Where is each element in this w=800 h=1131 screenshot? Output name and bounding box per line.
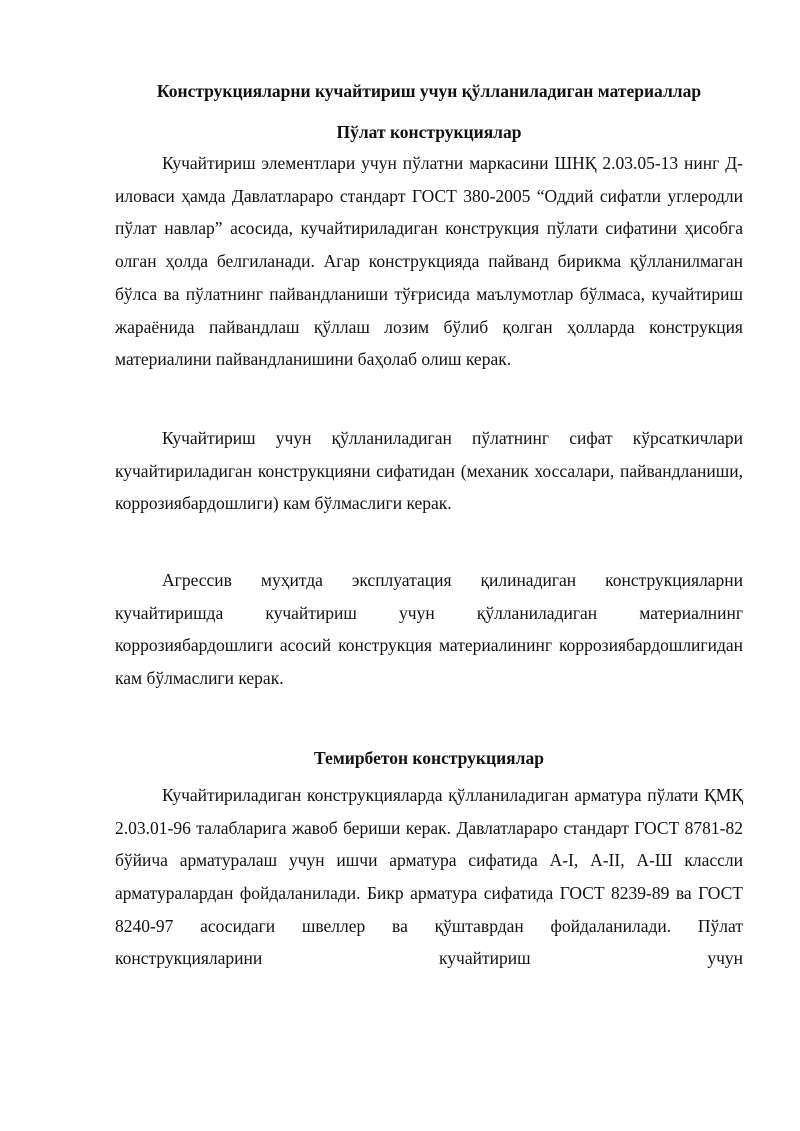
- paragraph-corrosion: Агрессив муҳитда эксплуатация қилинадиган конструкцияларни кучайтиришда кучайтириш учун қўлланиладиган материалнинг коррозиябардошлиги асосий конструкция материалининг коррозиябардошлигидан кам бўлмаслиги керак.: [115, 570, 743, 689]
- section-heading-steel: Пўлат конструкциялар: [336, 122, 522, 142]
- document-title: Конструкцияларни кучайтириш учун қўлланиладиган материаллар: [156, 81, 702, 101]
- section-spacer: [115, 695, 743, 745]
- paragraph-steel-grade: Кучайтириш элементлари учун пўлатни маркасини ШНҚ 2.03.05-13 нинг Д-иловаси ҳамда Давлатлараро стандарт ГОСТ 380-2005 “Оддий сифатли углеродли пўлат навлар” асосида, кучайтириладиган конструкция пўлати сифатини ҳисобга олган ҳолда белгиланади. Агар конструкцияда пайванд бирикма қўлланилмаган бўлса ва пўлатнинг пайвандланиши тўғрисида маълумотлар бўлмаса, кучайтириш жараёнида пайвандлаш қўллаш лозим бўлиб қолган ҳолларда конструкция материалини пайвандланишини баҳолаб олиш керак.: [115, 153, 743, 370]
- paragraph-steel-quality: Кучайтириш учун қўлланиладиган пўлатнинг сифат кўрсаткичлари кучайтириладиган конструкцияни сифатидан (механик хоссалари, пайвандланиши, коррозиябардошлиги) кам бўлмаслиги керак.: [115, 427, 743, 514]
- section-heading-reinforced-concrete: Темирбетон конструкциялар: [314, 747, 544, 768]
- document-body: [115, 78, 743, 975]
- heading-spacer: [115, 771, 743, 779]
- paragraph-reinforcement: Кучайтириладиган конструкцияларда қўлланиладиган арматура пўлати ҚМҚ 2.03.01-96 талабларига жавоб бериши керак. Давлатлараро стандарт ГОСТ 8781-82 бўйича арматуралаш учун ишчи арматура сифатида А-I, А-II, А-Ш классли арматуралардан фойдаланилади. Бикр арматура сифатида ГОСТ 8239-89 ва ГОСТ 8240-97 асосидаги швеллер ва қўштаврдан фойдаланилади. Пўлат конструкцияларини кучайтириш учун: [115, 784, 743, 969]
